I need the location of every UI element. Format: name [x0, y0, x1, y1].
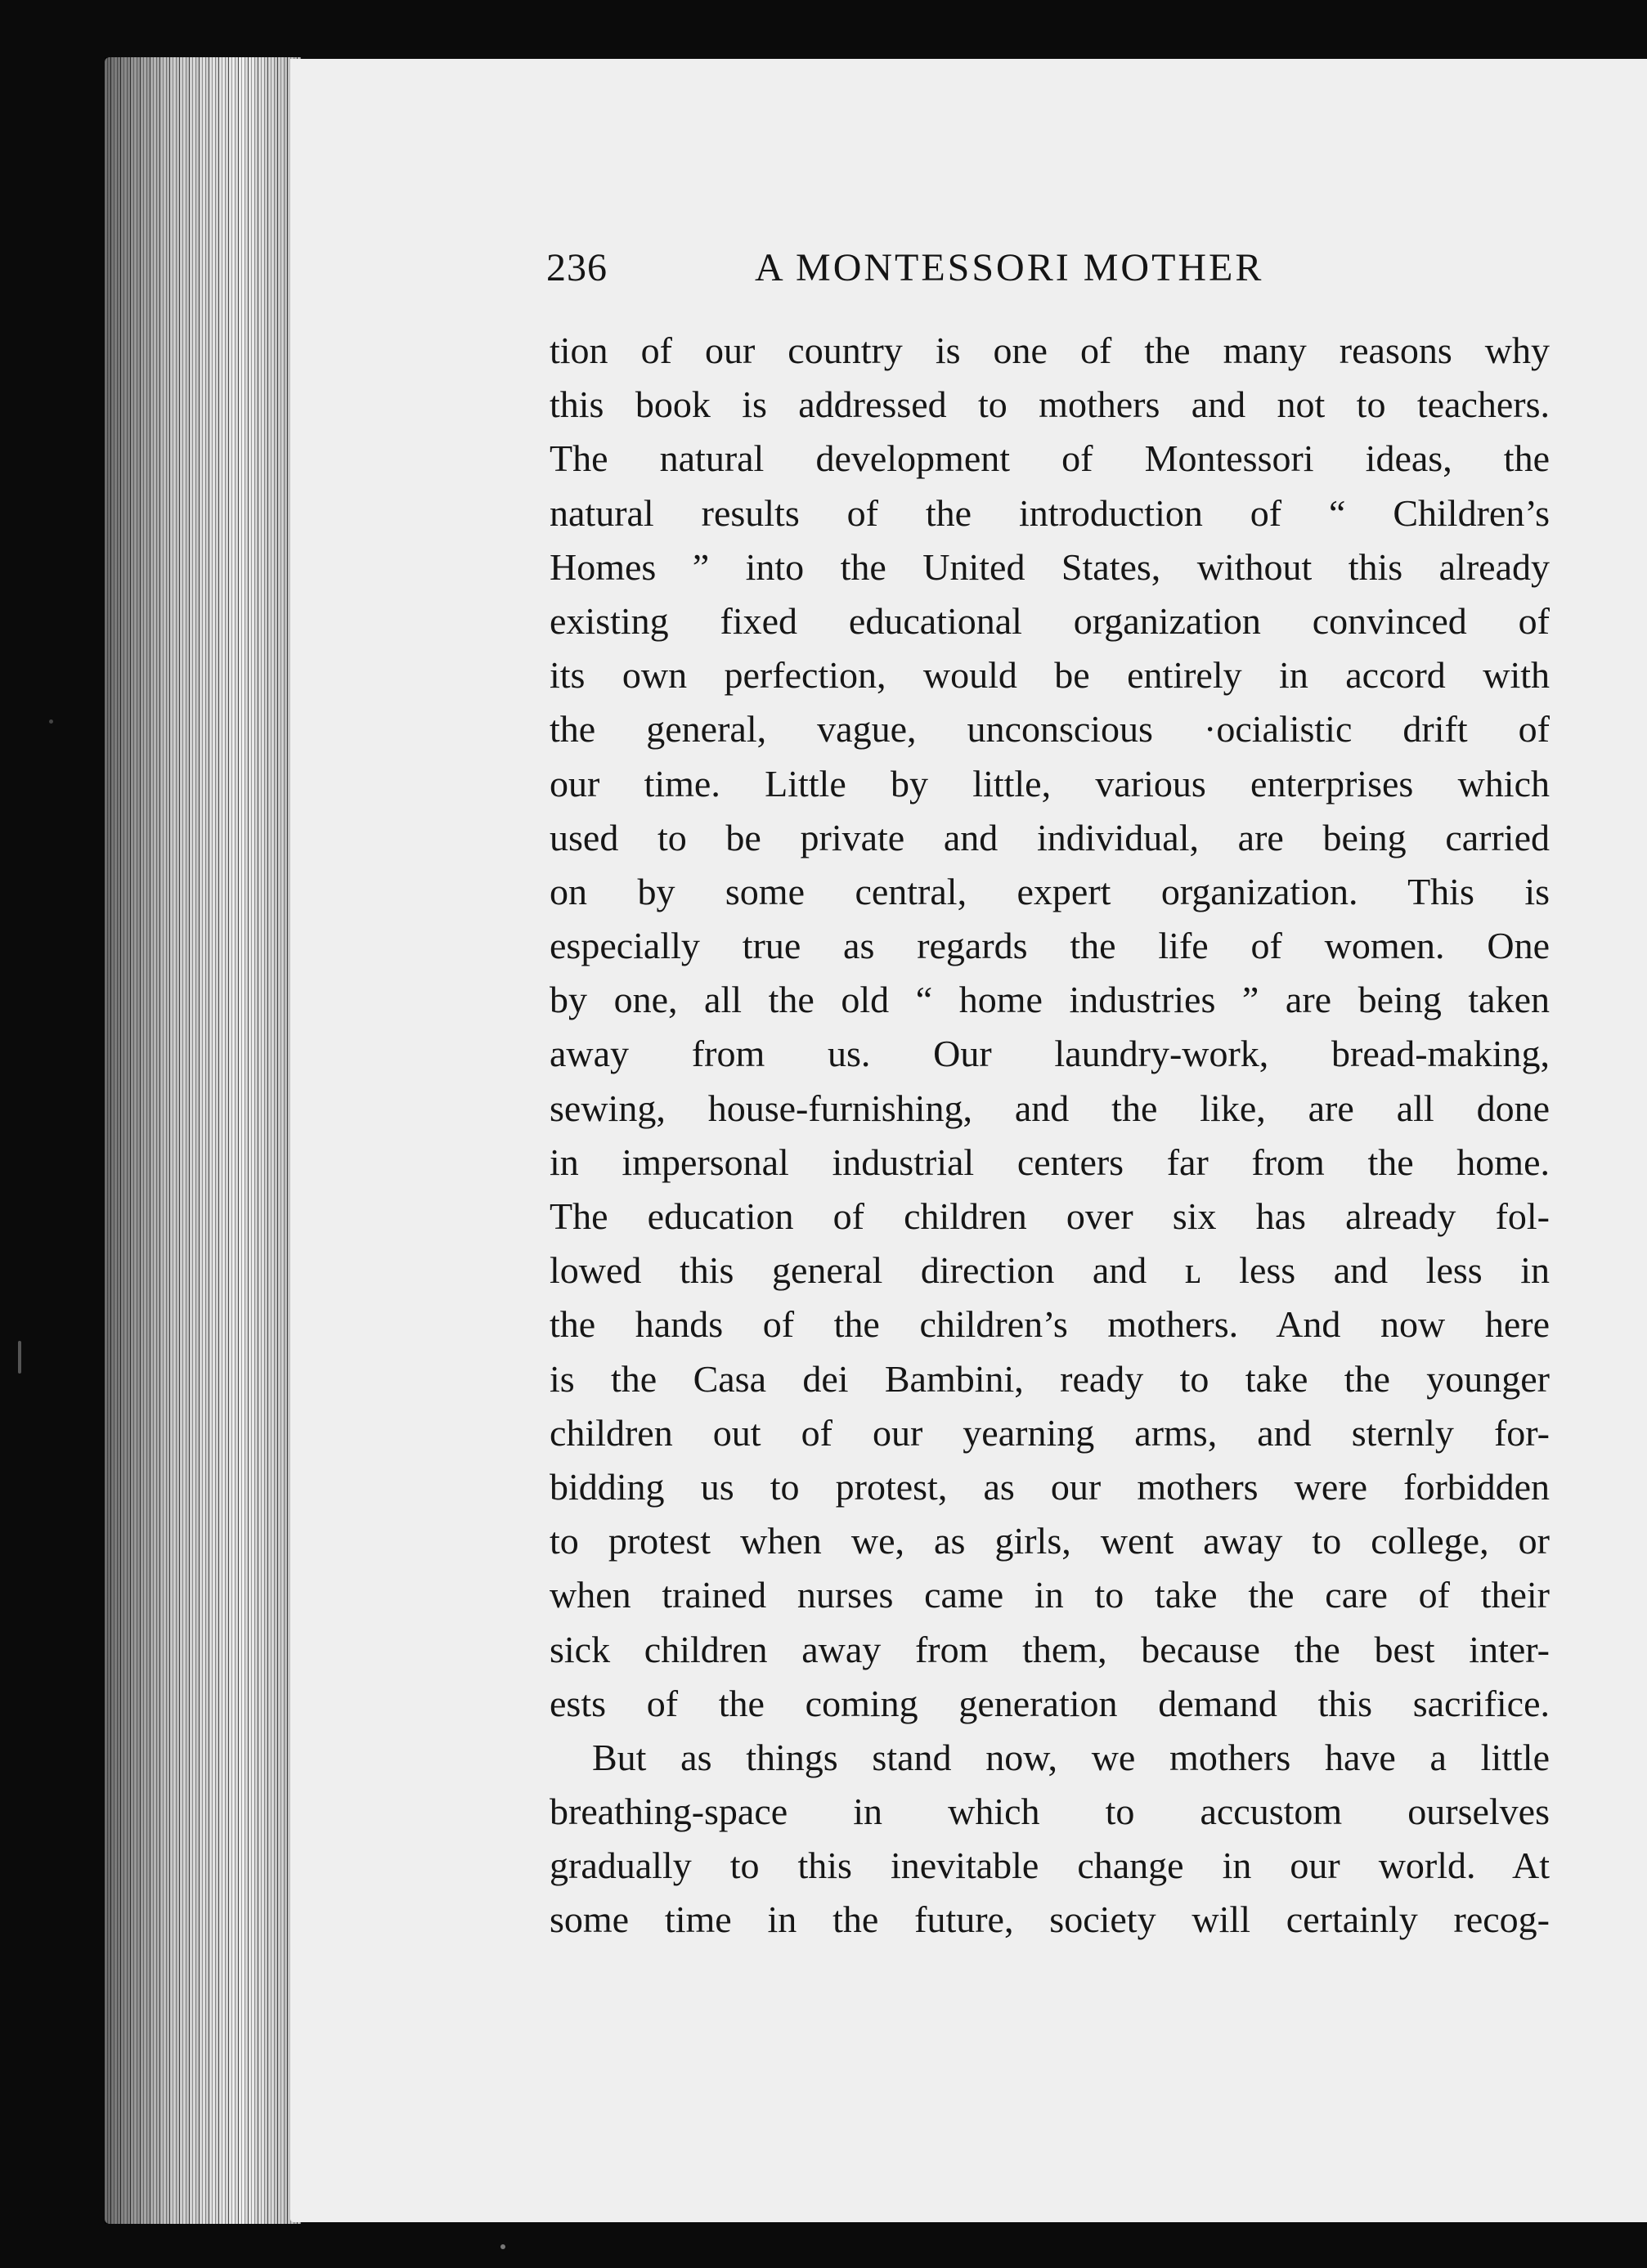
- text-line: this book is addressed to mothers and not to teachers.: [550, 383, 1550, 426]
- scan-speck: [49, 719, 53, 724]
- text-line: gradually to this inevitable change in our world. At: [550, 1844, 1550, 1887]
- text-line: on by some central, expert organization. This is: [550, 870, 1550, 912]
- text-line: to protest when we, as girls, went away to college, or: [550, 1520, 1550, 1562]
- text-line: its own perfection, would be entirely in accord with: [550, 654, 1550, 697]
- running-title: A MONTESSORI MOTHER: [755, 246, 1264, 289]
- text-line: tion of our country is one of the many reasons why: [550, 329, 1550, 371]
- text-line: ests of the coming generation demand this sacrifice.: [550, 1682, 1550, 1724]
- text-line: when trained nurses came in to take the care of their: [550, 1574, 1550, 1616]
- text-line: The natural development of Montessori ideas, the: [550, 437, 1550, 480]
- text-line: sewing, house-furnishing, and the like, are all done: [550, 1087, 1550, 1129]
- text-line: the general, vague, unconscious ·ocialistic drift of: [550, 708, 1550, 751]
- text-line: in impersonal industrial centers far from the home.: [550, 1141, 1550, 1183]
- text-line: existing fixed educational organization convinced of: [550, 599, 1550, 642]
- text-line: The education of children over six has already fol-: [550, 1195, 1550, 1237]
- text-line: our time. Little by little, various enterprises which: [550, 762, 1550, 805]
- text-line: bidding us to protest, as our mothers were forbidden: [550, 1465, 1550, 1508]
- text-line: natural results of the introduction of “ Children’s: [550, 491, 1550, 534]
- running-head: [546, 245, 1609, 290]
- text-line-paragraph-start: But as things stand now, we mothers have a little: [592, 1736, 1550, 1778]
- text-line: by one, all the old “ home industries ” are being taken: [550, 979, 1550, 1021]
- page-edges: [105, 57, 301, 2224]
- scan-speck: [18, 1341, 21, 1374]
- text-line: children out of our yearning arms, and sternly for-: [550, 1411, 1550, 1454]
- text-line: lowed this general direction and ʟ less and less in: [550, 1249, 1550, 1292]
- scan-speck: [500, 2244, 505, 2249]
- body-text: [550, 324, 1550, 1948]
- text-line: used to be private and individual, are being carried: [550, 816, 1550, 858]
- text-line: the hands of the children’s mothers. And now here: [550, 1303, 1550, 1346]
- text-line: is the Casa dei Bambini, ready to take the younger: [550, 1357, 1550, 1400]
- text-line: sick children away from them, because the best inter-: [550, 1628, 1550, 1670]
- text-line: some time in the future, society will certainly recog-: [550, 1898, 1550, 1941]
- page-sheet: [290, 59, 1647, 2222]
- page-number: 236: [546, 246, 608, 289]
- text-line: breathing-space in which to accustom ourselves: [550, 1791, 1550, 1833]
- text-line: away from us. Our laundry-work, bread-making,: [550, 1033, 1550, 1075]
- text-line: Homes ” into the United States, without this already: [550, 545, 1550, 588]
- text-line: especially true as regards the life of women. One: [550, 925, 1550, 967]
